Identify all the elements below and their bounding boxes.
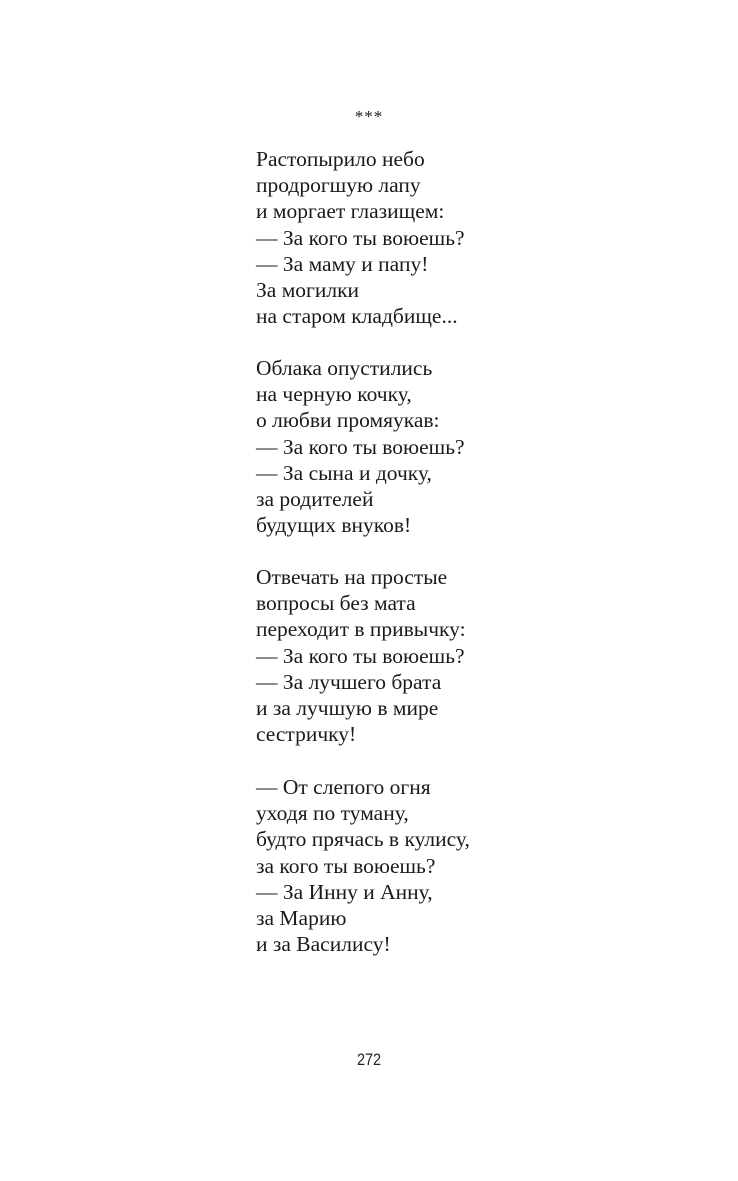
poem-line: — За кого ты воюешь? xyxy=(256,643,465,668)
poem-line: Отвечать на простые xyxy=(256,565,448,589)
poem-line: — От слепого огня xyxy=(256,775,431,799)
poem-line: о любви промяукав: xyxy=(256,408,440,433)
poem-line: и за Василису! xyxy=(256,932,391,957)
poem-line: продрогшую лапу xyxy=(256,173,421,198)
poem-line: будто прячась в кулису, xyxy=(256,827,470,852)
poem-line: За могилки xyxy=(256,278,360,303)
poem-line: на старом кладбище... xyxy=(256,304,458,329)
stanza-3 xyxy=(256,564,466,747)
poem-line: за родителей xyxy=(256,487,374,512)
poem-line: за Марию xyxy=(256,906,347,931)
stanza-4 xyxy=(256,774,470,957)
poem-line: будущих внуков! xyxy=(256,513,412,538)
poem-line: переходит в привычку: xyxy=(256,617,466,642)
poem-line: и моргает глазищем: xyxy=(256,199,445,224)
poem-line: — За кого ты воюешь? xyxy=(256,225,465,250)
section-separator: *** xyxy=(354,107,384,126)
poem-line: на черную кочку, xyxy=(256,382,412,407)
poem-line: — За сына и дочку, xyxy=(256,460,432,485)
poem-line: Облака опустились xyxy=(256,356,433,380)
page-number: 272 xyxy=(356,1050,382,1069)
poem-line: — За кого ты воюешь? xyxy=(256,434,465,459)
poem-line: — За маму и папу! xyxy=(256,251,429,276)
poem-line: сестричку! xyxy=(256,722,357,747)
poem-line: и за лучшую в мире xyxy=(256,696,439,721)
poem-line: вопросы без мата xyxy=(256,591,416,616)
poem-line: уходя по туману, xyxy=(256,801,409,826)
poem-line: за кого ты воюешь? xyxy=(256,853,436,878)
poem-line: — За лучшего брата xyxy=(256,669,442,694)
poem-line: — За Инну и Анну, xyxy=(256,879,433,904)
poem-line: Растопырило небо xyxy=(256,147,425,171)
stanza-1 xyxy=(256,146,465,329)
stanza-2 xyxy=(256,355,465,538)
